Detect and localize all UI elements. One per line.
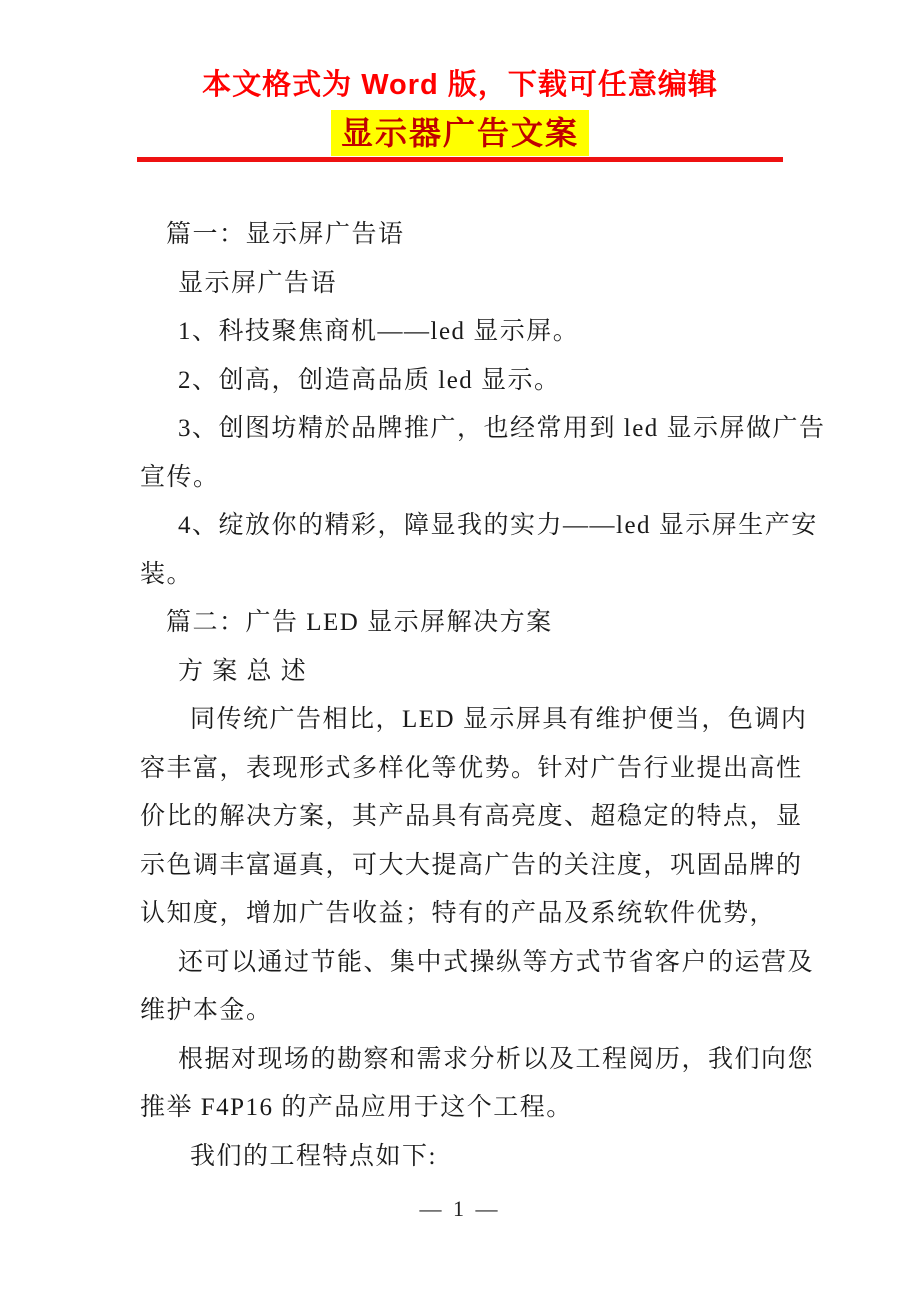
text-line: 3、创图坊精於品牌推广，也经常用到 led 显示屏做广告 [178,415,826,442]
text-line: 还可以通过节能、集中式操纵等方式节省客户的运营及 [178,948,815,976]
text-line: 装。 [140,560,194,588]
text-line: 4、绽放你的精彩，障显我的实力——led 显示屏生产安 [178,512,818,539]
text-line: 方 案 总 述 [178,657,308,685]
text-line: 篇一：显示屏广告语 [166,221,405,248]
text-line: 根据对现场的勘察和需求分析以及工程阅历，我们向您 [178,1045,815,1073]
text-line: 认知度，增加广告收益；特有的产品及系统软件优势， [140,900,777,927]
text-line: 1、科技聚焦商机——led 显示屏。 [178,318,580,345]
text-line: 价比的解决方案，其产品具有高亮度、超稳定的特点，显 [140,803,803,830]
document-body [140,211,826,1181]
text-line: 我们的工程特点如下: [190,1142,437,1170]
page-title: 显示器广告文案 [331,110,589,156]
title-container [0,110,920,156]
text-line: 维护本金。 [140,997,273,1024]
text-line: 同传统广告相比，LED 显示屏具有维护便当，色调内 [190,706,808,733]
text-line: 示色调丰富逼真，可大大提高广告的关注度，巩固品牌的 [140,851,803,879]
text-line: 显示屏广告语 [178,269,338,297]
format-notice: 本文格式为 Word 版，下载可任意编辑 [202,69,718,101]
text-line: 2、创高，创造高品质 led 显示。 [178,366,561,394]
text-line: 宣传。 [140,463,220,491]
title-divider [137,157,783,162]
page-number: — 1 — [419,1196,501,1221]
text-line: 篇二：广告 LED 显示屏解决方案 [166,609,553,636]
text-line: 推举 F4P16 的产品应用于这个工程。 [140,1094,573,1121]
text-line: 容丰富，表现形式多样化等优势。针对广告行业提出高性 [140,754,803,782]
